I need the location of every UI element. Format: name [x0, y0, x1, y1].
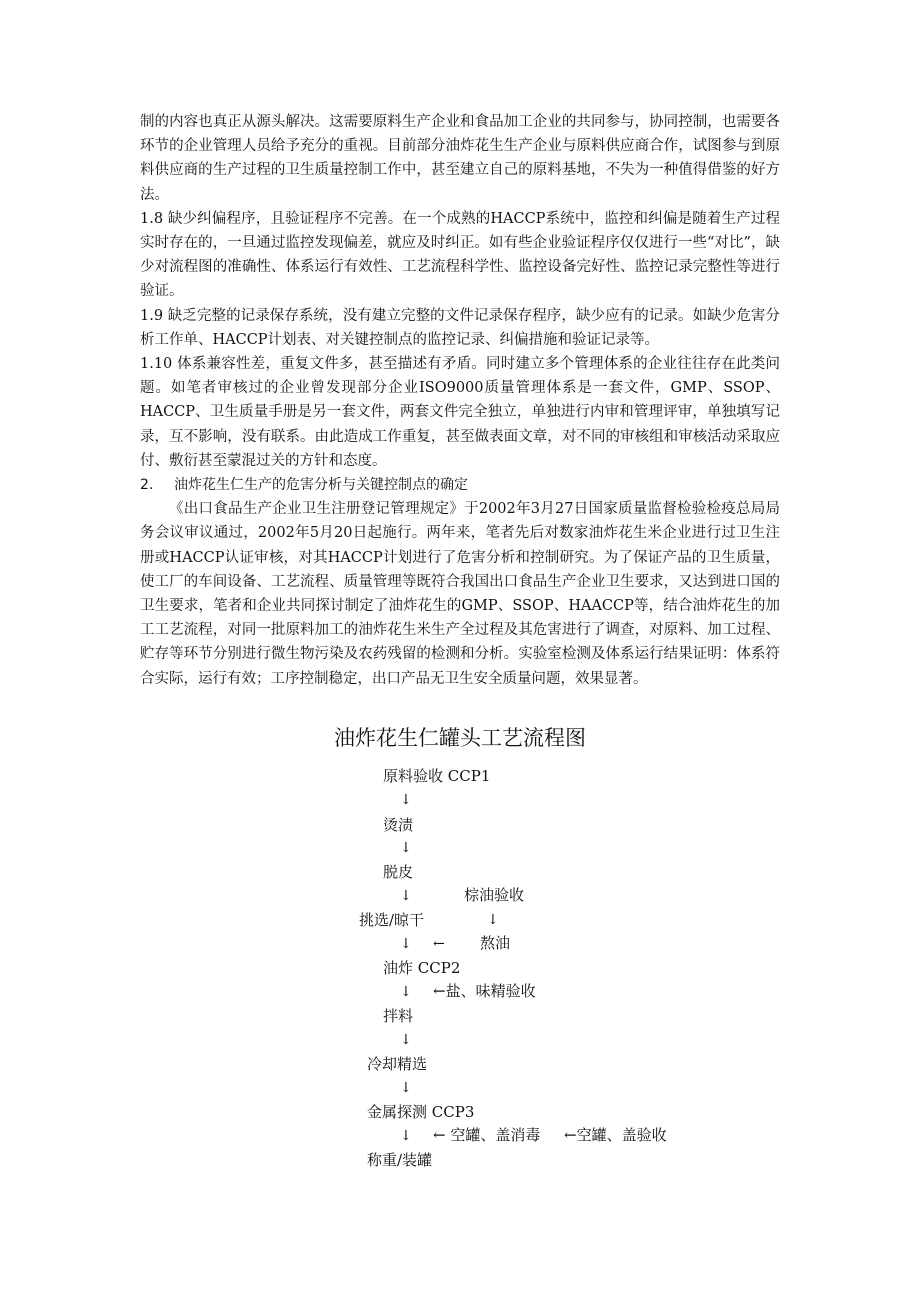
- step-metal-detection: 金属探测 CCP3: [367, 1103, 475, 1121]
- step-peeling: 脱皮: [383, 863, 414, 881]
- arrow-down-icon: ↓: [400, 984, 412, 1000]
- arrow-down-icon: ↓: [400, 1128, 412, 1144]
- arrow-down-icon: ↓: [400, 1080, 412, 1096]
- step-weighing-canning: 称重/装罐: [367, 1151, 433, 1169]
- arrow-left-icon: ←: [433, 936, 445, 952]
- flowchart-title: 油炸花生仁罐头工艺流程图: [334, 726, 586, 750]
- step-blanching: 烫渍: [383, 816, 414, 834]
- paragraph-source-control: 制的内容也真正从源头解决。这需要原料生产企业和食品加工企业的共同参与，协同控制，也需要各环节的企业管理人员给予充分的重视。目前部分油炸花生生产企业与原料供应商合作，试图参与到原料供应商的生产过程的卫生质量控制工作中，甚至建立自己的原料基地，不失为一种值得借鉴的好方法。: [140, 114, 780, 203]
- section-number: 2.: [140, 477, 154, 494]
- step-can-disinfection: ← 空罐、盖消毒: [433, 1126, 541, 1144]
- arrow-down-icon: ↓: [400, 792, 412, 808]
- step-palm-oil-inspection: 棕油验收: [464, 886, 525, 904]
- body-text: [140, 110, 780, 691]
- arrow-down-icon: ↓: [400, 888, 412, 904]
- step-can-inspection: ←空罐、盖验收: [564, 1126, 667, 1144]
- step-cooling-selection: 冷却精选: [367, 1055, 428, 1073]
- section-heading: [140, 473, 780, 497]
- step-mixing: 拌料: [383, 1007, 414, 1025]
- step-raw-material-inspection: 原料验收 CCP1: [383, 767, 491, 785]
- arrow-down-icon: ↓: [487, 912, 499, 928]
- step-salt-msg-inspection: ←盐、味精验收: [433, 982, 536, 1000]
- section-title: 油炸花生仁生产的危害分析与关键控制点的确定: [174, 477, 468, 494]
- paragraph-regulation: 《出口食品生产企业卫生注册登记管理规定》于2002年3月27日国家质量监督检验检疫总局局务会议审议通过，2002年5月20日起施行。两年来，笔者先后对数家油炸花生米企业进行过卫生注册或HACCP认证审核，对其HACCP计划进行了危害分析和控制研究。为了保证产品的卫生质量，使工厂的车间设备、工艺流程、质量管理等既符合我国出口食品生产企业卫生要求，又达到进口国的卫生要求，笔者和企业共同探讨制定了油炸花生的GMP、SSOP、HAACCP等，结合油炸花生的加工工艺流程，对同一批原料加工的油炸花生米生产全过程及其危害进行了调查，对原料、加工过程、贮存等环节分别进行微生物污染及农药残留的检测和分析。实验室检测及体系运行结果证明：体系符合实际，运行有效；工序控制稳定，出口产品无卫生安全质量问题，效果显著。: [140, 501, 780, 687]
- arrow-down-icon: ↓: [400, 936, 412, 952]
- step-frying: 油炸 CCP2: [383, 959, 461, 977]
- step-sorting-drying: 挑选/晾干: [359, 911, 425, 929]
- step-oil-boiling: 熬油: [480, 934, 511, 952]
- paragraph-1-10: 1.10 体系兼容性差，重复文件多，甚至描述有矛盾。同时建立多个管理体系的企业往往存在此类问题。如笔者审核过的企业曾发现部分企业ISO9000质量管理体系是一套文件，GMP、SSOP、HACCP、卫生质量手册是另一套文件，两套文件完全独立，单独进行内审和管理评审，单独填写记录，互不影响，没有联系。由此造成工作重复，甚至做表面文章，对不同的审核组和审核活动采取应付、敷衍甚至蒙混过关的方针和态度。: [140, 356, 780, 469]
- paragraph-1-9: 1.9 缺乏完整的记录保存系统，没有建立完整的文件记录保存程序，缺少应有的记录。如缺少危害分析工作单、HACCP计划表、对关键控制点的监控记录、纠偏措施和验证记录等。: [140, 307, 780, 348]
- arrow-down-icon: ↓: [400, 1032, 412, 1048]
- arrow-down-icon: ↓: [400, 840, 412, 856]
- paragraph-1-8: 1.8 缺少纠偏程序，且验证程序不完善。在一个成熟的HACCP系统中，监控和纠偏是随着生产过程实时存在的，一旦通过监控发现偏差，就应及时纠正。如有些企业验证程序仅仅进行一些“对比”，缺少对流程图的准确性、体系运行有效性、工艺流程科学性、监控设备完好性、监控记录完整性等进行验证。: [140, 210, 780, 300]
